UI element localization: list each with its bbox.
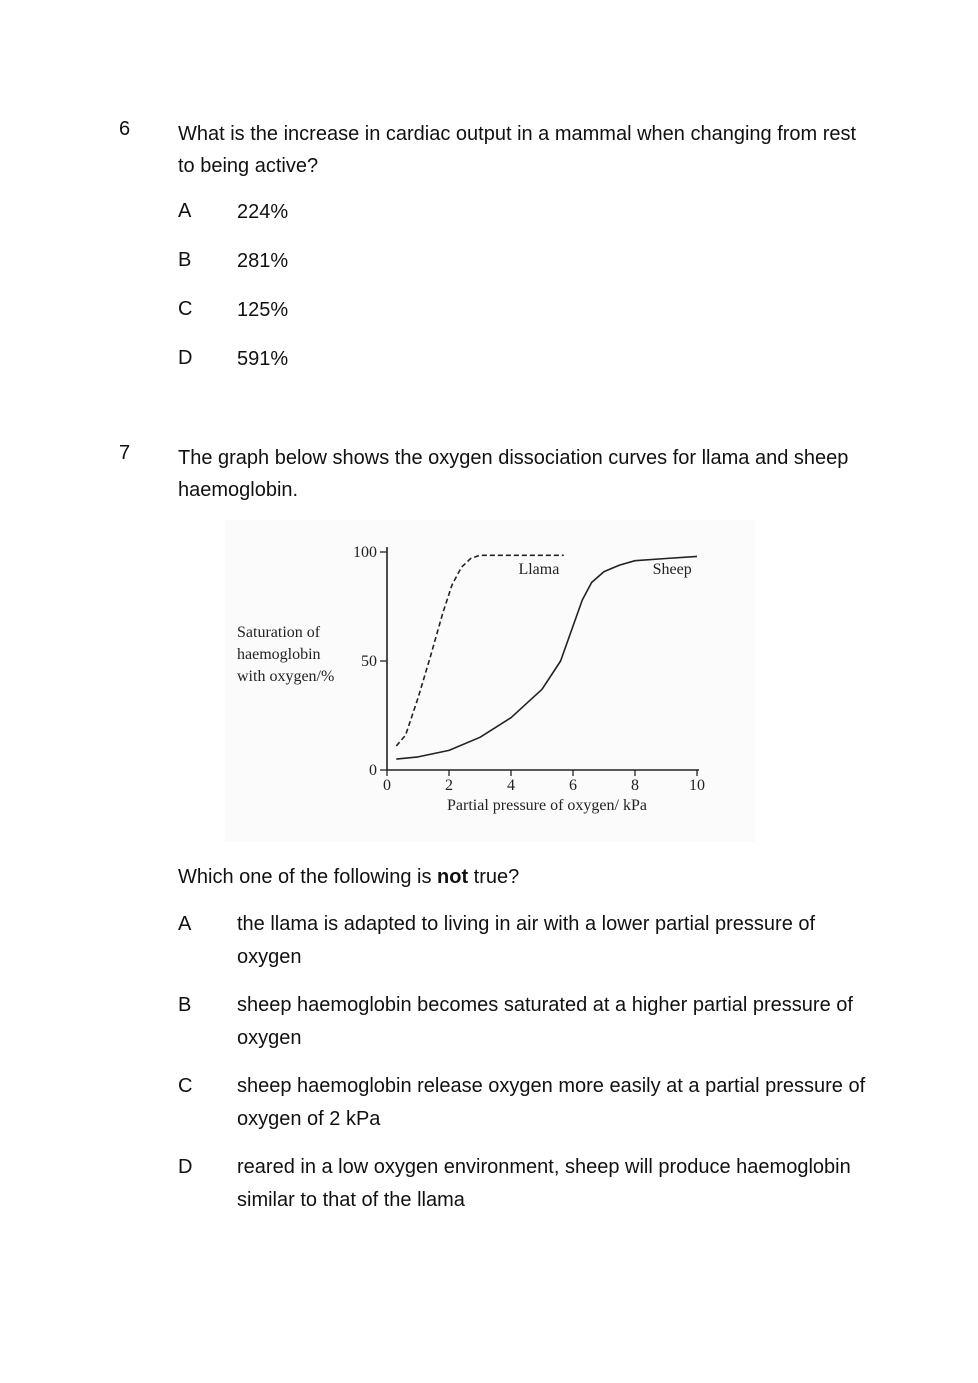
prompt-bold: not bbox=[437, 866, 469, 888]
question-7-number: 7 bbox=[119, 442, 131, 464]
q7-option-a-text: the llama is adapted to living in air with a lower partial pressure of oxygen bbox=[237, 913, 816, 968]
q7-option-d-text: reared in a low oxygen environment, sheep will produce haemoglobin similar to that of the llama bbox=[237, 1156, 851, 1211]
q6-option-a-letter: A bbox=[178, 200, 192, 222]
question-6-number: 6 bbox=[119, 118, 131, 140]
x-tick-label: 6 bbox=[569, 777, 577, 794]
x-tick-label: 2 bbox=[445, 777, 453, 794]
q7-option-a-letter: A bbox=[178, 913, 192, 935]
y-tick-label: 0 bbox=[369, 762, 377, 779]
curve-label-llama: Llama bbox=[518, 560, 560, 578]
q7-option-b-text: sheep haemoglobin becomes saturated at a higher partial pressure of oxygen bbox=[237, 994, 853, 1049]
x-tick-label: 0 bbox=[383, 777, 391, 794]
curve-label-sheep: Sheep bbox=[652, 560, 692, 578]
y-axis-title-line: haemoglobin bbox=[237, 646, 321, 663]
q7-option-b-letter: B bbox=[178, 994, 192, 1016]
question-7-prompt bbox=[178, 861, 878, 893]
x-tick-label: 8 bbox=[631, 777, 639, 794]
question-6-stem: What is the increase in cardiac output in a mammal when changing from rest to being active? bbox=[178, 123, 857, 177]
question-7-stem: The graph below shows the oxygen dissociation curves for llama and sheep haemoglobin. bbox=[178, 447, 849, 501]
y-axis-title-line: with oxygen/% bbox=[237, 668, 335, 685]
x-tick-label: 10 bbox=[689, 777, 705, 794]
q7-option-d-letter: D bbox=[178, 1156, 193, 1178]
x-tick-label: 4 bbox=[507, 777, 515, 794]
y-tick-label: 100 bbox=[353, 544, 377, 561]
y-tick-label: 50 bbox=[361, 653, 377, 670]
q6-option-d-letter: D bbox=[178, 347, 193, 369]
x-axis-title: Partial pressure of oxygen/ kPa bbox=[447, 797, 647, 814]
q6-option-c-letter: C bbox=[178, 298, 193, 320]
series-llama-line bbox=[396, 555, 563, 746]
q6-option-b-letter: B bbox=[178, 249, 192, 271]
y-axis-title-line: Saturation of bbox=[237, 624, 321, 641]
series-sheep-line bbox=[396, 556, 697, 759]
prompt-post: true? bbox=[468, 866, 520, 888]
q6-option-a-text: 224% bbox=[237, 201, 289, 223]
q6-option-d-text: 591% bbox=[237, 348, 289, 370]
oxygen-dissociation-chart bbox=[225, 520, 755, 842]
prompt-pre: Which one of the following is bbox=[178, 866, 438, 888]
q7-option-c-letter: C bbox=[178, 1075, 193, 1097]
q6-option-b-text: 281% bbox=[237, 250, 289, 272]
q6-option-c-text: 125% bbox=[237, 299, 289, 321]
q7-option-c-text: sheep haemoglobin release oxygen more easily at a partial pressure of oxygen of 2 kPa bbox=[237, 1075, 866, 1130]
